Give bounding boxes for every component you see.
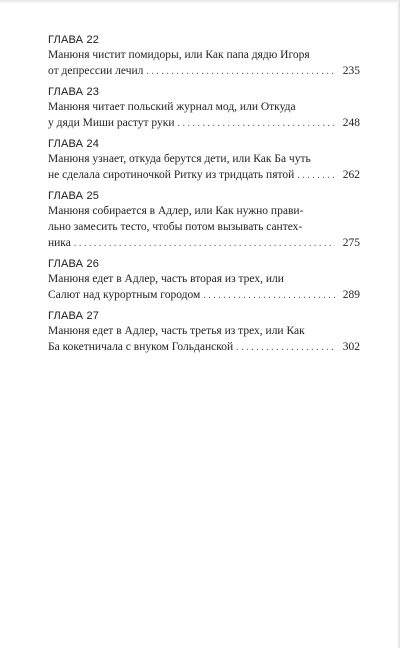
- chapter-heading: ГЛАВА 26: [48, 258, 100, 270]
- title-line: льно замесить тесто, чтобы потом вызывать сантех-: [48, 221, 303, 233]
- page-number: 262: [342, 169, 360, 181]
- page-number: 302: [342, 341, 360, 353]
- title-line: не сделала сиротиночкой Ритку из тридцать пятой: [48, 169, 295, 181]
- title-last-line: [48, 235, 360, 252]
- title-line: Манюня чистит помидоры, или Как папа дядю Игоря: [48, 49, 310, 61]
- toc-entry: [48, 190, 360, 252]
- page-number: 235: [342, 65, 360, 77]
- chapter-title: [48, 99, 360, 132]
- title-last-line: [48, 167, 360, 184]
- toc-entry: [48, 258, 360, 304]
- page-number: 289: [342, 289, 360, 301]
- title-line: Манюня читает польский журнал мод, или Откуда: [48, 101, 296, 113]
- title-line: от депрессии лечил: [48, 65, 144, 77]
- title-line: ника: [48, 237, 71, 249]
- dot-leader: [146, 64, 335, 80]
- chapter-title: [48, 323, 360, 356]
- chapter-title: [48, 203, 360, 252]
- page-number: 248: [342, 117, 360, 129]
- chapter-title: [48, 151, 360, 184]
- chapter-heading: ГЛАВА 25: [48, 190, 100, 202]
- page-top-shadow: [0, 0, 400, 4]
- title-line: у дяди Миши растут руки: [48, 117, 175, 129]
- dot-leader: [74, 236, 335, 252]
- title-line: Ба кокетничала с внуком Гольданской: [48, 341, 234, 353]
- dot-leader: [177, 116, 335, 132]
- toc-entry: [48, 34, 360, 80]
- dot-leader: [203, 288, 335, 304]
- title-last-line: [48, 115, 360, 132]
- toc-entry: [48, 310, 360, 356]
- title-line: Манюня едет в Адлер, часть вторая из трех, или: [48, 273, 284, 285]
- title-line: Манюня едет в Адлер, часть третья из трех, или Как: [48, 325, 305, 337]
- toc-entry: [48, 86, 360, 132]
- chapter-heading: ГЛАВА 24: [48, 138, 100, 150]
- chapter-title: [48, 271, 360, 304]
- title-line: Салют над курортным городом: [48, 289, 201, 301]
- toc-entry: [48, 138, 360, 184]
- title-line: Манюня собирается в Адлер, или Как нужно прави-: [48, 205, 304, 217]
- chapter-heading: ГЛАВА 23: [48, 86, 100, 98]
- title-last-line: [48, 287, 360, 304]
- chapter-heading: ГЛАВА 22: [48, 34, 100, 46]
- title-line: Манюня узнает, откуда берутся дети, или Как Ба чуть: [48, 153, 311, 165]
- chapter-heading: ГЛАВА 27: [48, 310, 100, 322]
- title-last-line: [48, 63, 360, 80]
- page-number: 275: [342, 237, 360, 249]
- chapter-title: [48, 47, 360, 80]
- dot-leader: [297, 168, 335, 184]
- dot-leader: [236, 340, 335, 356]
- title-last-line: [48, 339, 360, 356]
- table-of-contents: [48, 34, 360, 362]
